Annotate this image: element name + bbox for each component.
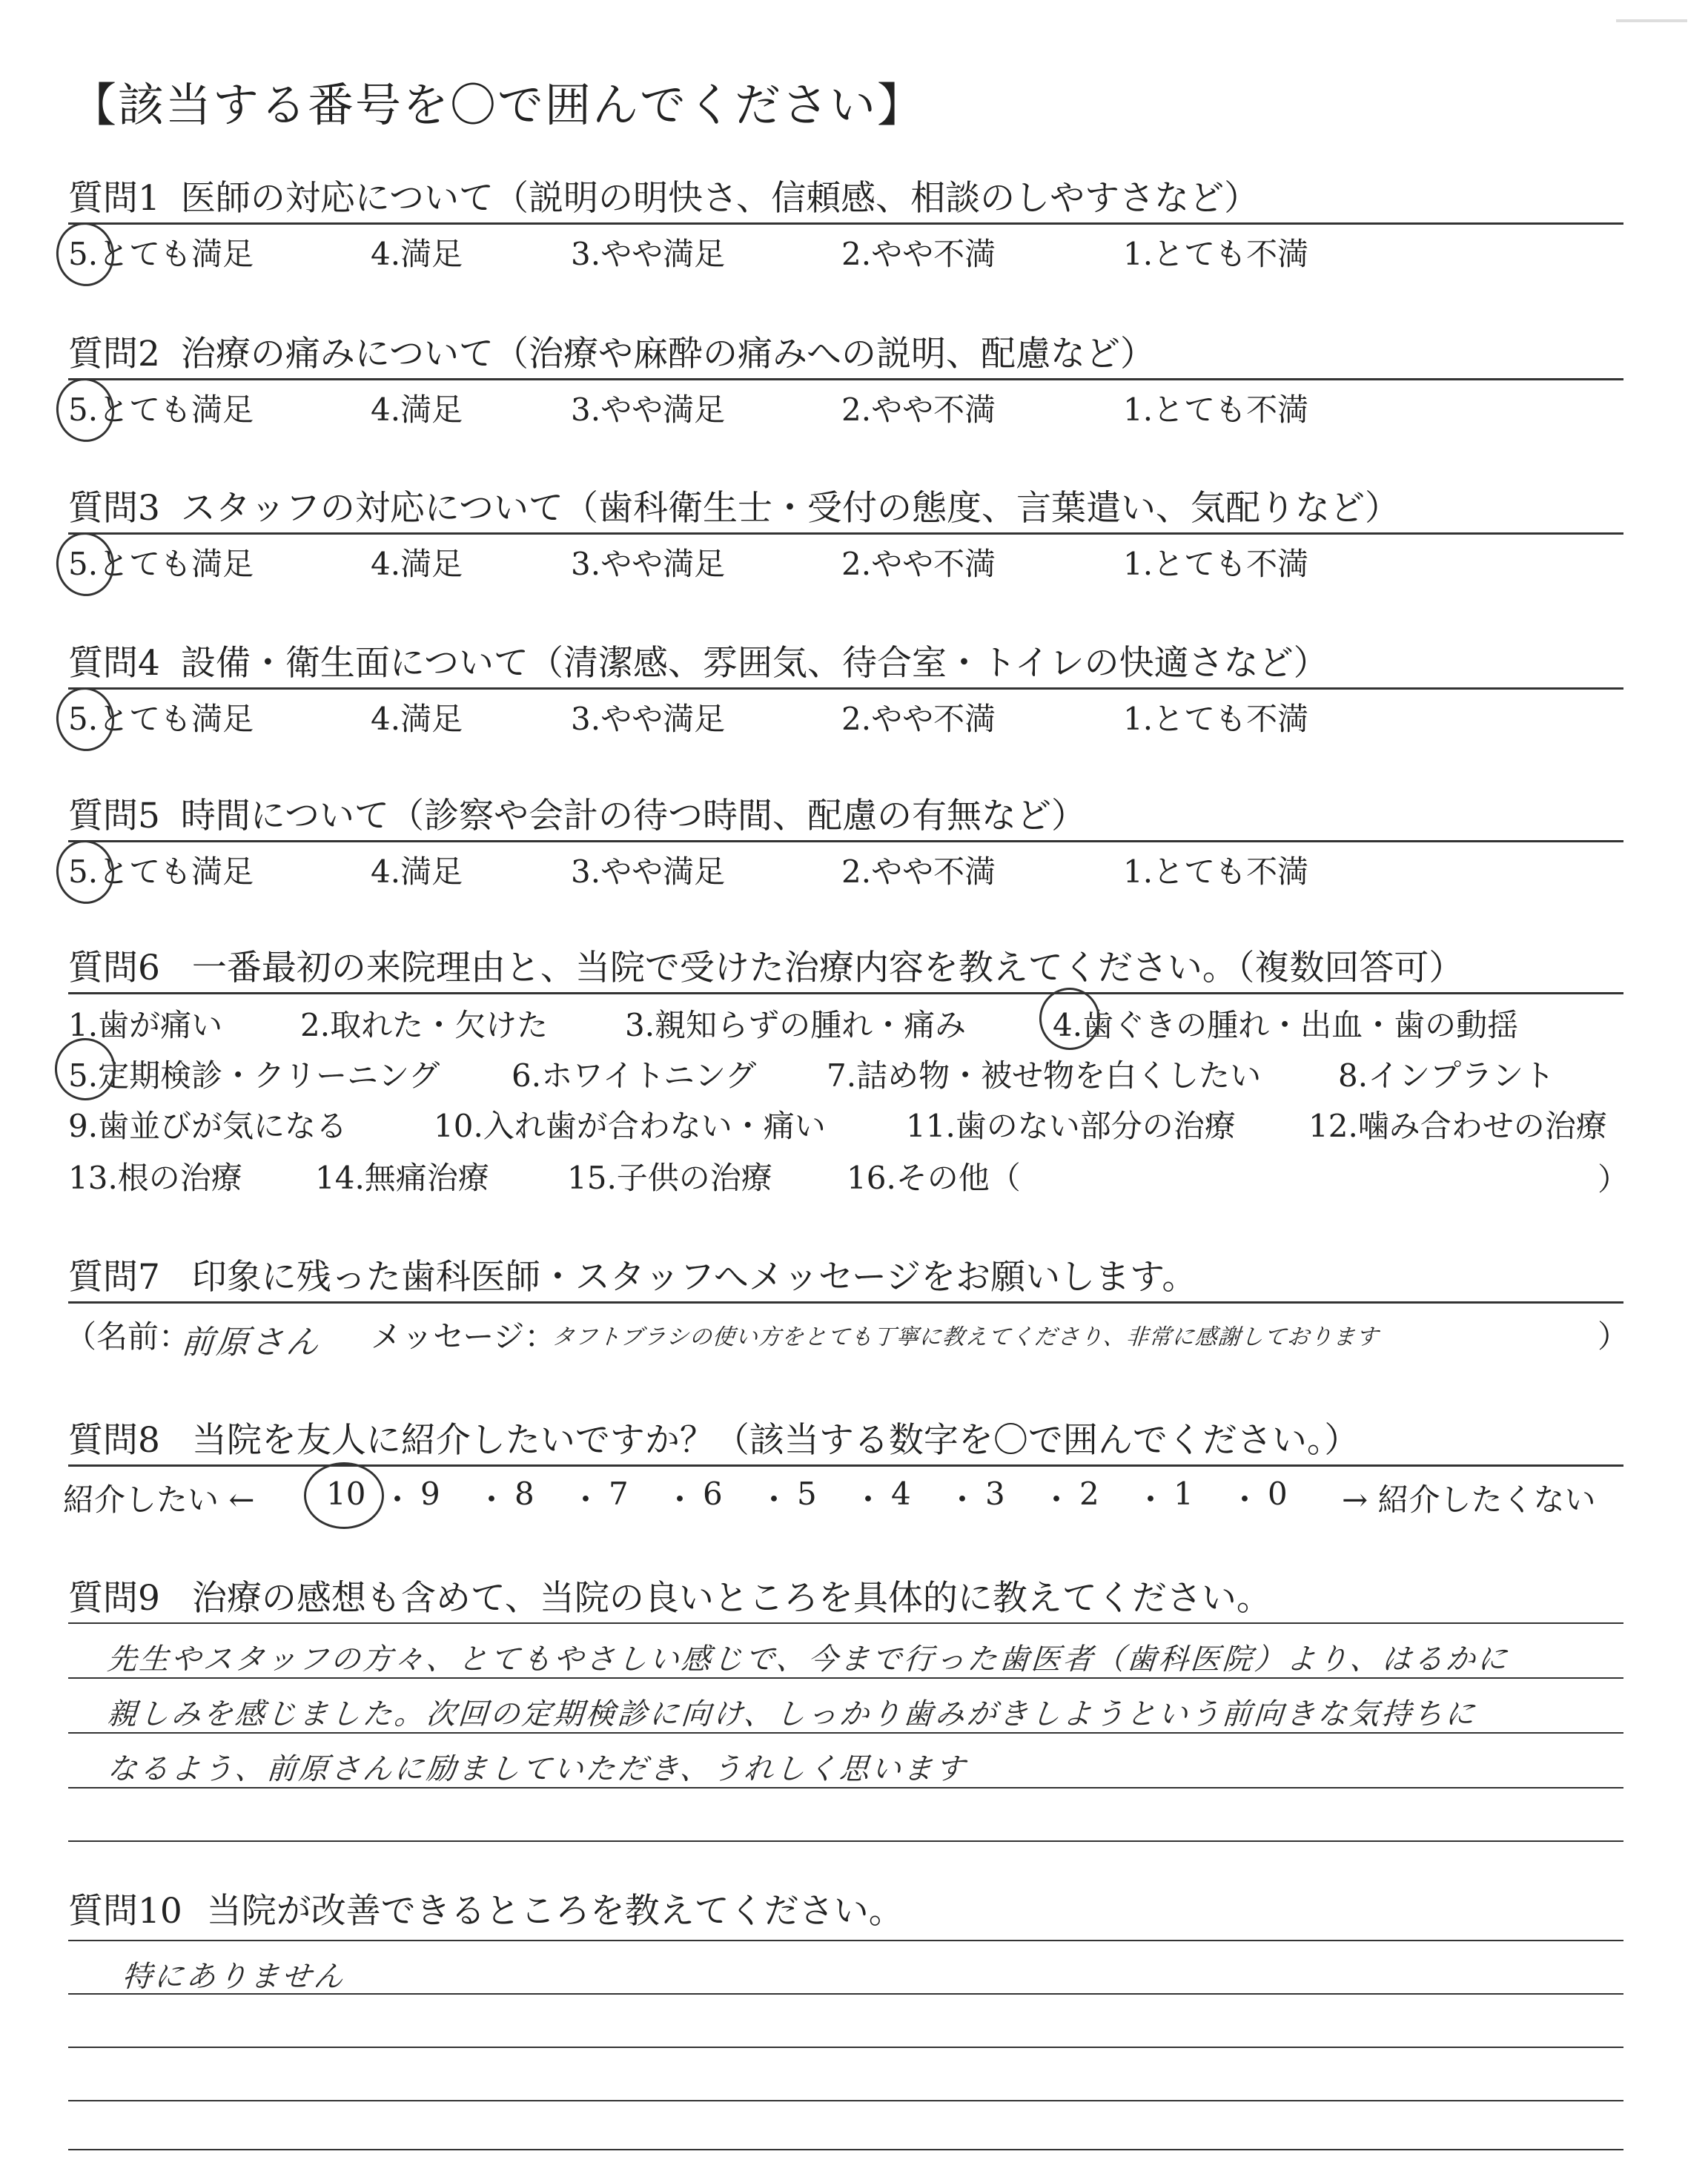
q3-option: 3.やや満足 — [571, 546, 726, 582]
q4-option: 5.とても満足 — [68, 701, 254, 737]
q4-rule — [68, 687, 1623, 690]
q8-scale-number: 0 — [1268, 1476, 1288, 1512]
q8-left-label: 紹介したい ← — [63, 1482, 255, 1518]
q5-option: 4.満足 — [371, 853, 463, 890]
q6-option: 3.親知らずの腫れ・痛み — [625, 1007, 967, 1043]
q3-label: 質問3 — [68, 488, 160, 529]
q8-scale-number: 4 — [891, 1476, 911, 1512]
q8-scale-number: 7 — [609, 1476, 629, 1512]
q10-answer-rule — [68, 2149, 1623, 2150]
q10-answer-line: 特にありません — [121, 1960, 347, 1994]
q8-separator: ・ — [947, 1482, 979, 1518]
q10-heading — [68, 1883, 904, 1933]
q9-answer-rule — [68, 1622, 1623, 1624]
q5-heading — [68, 788, 1086, 838]
q6-option: 13.根の治療 — [68, 1160, 242, 1196]
q10-answer-rule — [68, 2047, 1623, 2048]
q7-heading — [68, 1249, 1196, 1299]
q6-option: 7.詰め物・被せ物を白くしたい — [827, 1057, 1262, 1094]
q4-option: 4.満足 — [371, 701, 463, 737]
q6-heading — [68, 940, 1463, 990]
q6-option: 5.定期検診・クリーニング — [68, 1057, 440, 1094]
q10-label: 質問10 — [68, 1891, 182, 1932]
q9-answer-line: 親しみを感じました。次回の定期検診に向け、しっかり歯みがきしようという前向きな気持ちに — [106, 1697, 1478, 1731]
q6-option: 14.無痛治療 — [315, 1160, 489, 1196]
q5-rule — [68, 840, 1623, 842]
q2-text: 治療の痛みについて（治療や麻酔の痛みへの説明、配慮など） — [180, 334, 1156, 374]
q2-label: 質問2 — [68, 334, 160, 374]
q9-answer-line: なるよう、前原さんに励ましていただき、うれしく思います — [106, 1752, 968, 1786]
q8-heading — [68, 1413, 1359, 1462]
q6-option: 1.歯が痛い — [68, 1007, 223, 1043]
q6-option: 9.歯並びが気になる — [68, 1108, 348, 1144]
q6-option: 16.その他（ — [847, 1160, 1021, 1196]
q1-option: 3.やや満足 — [571, 236, 726, 272]
q1-heading — [68, 171, 1259, 220]
q8-right-label: → 紹介したくない — [1342, 1482, 1596, 1518]
q8-label: 質問8 — [68, 1420, 160, 1461]
q8-separator: ・ — [1135, 1482, 1167, 1518]
q8-rule — [68, 1464, 1623, 1467]
q4-label: 質問4 — [68, 643, 160, 684]
q10-answer-rule — [68, 2100, 1623, 2101]
q2-heading — [68, 326, 1155, 376]
q3-rule — [68, 532, 1623, 535]
q8-scale-number: 3 — [985, 1476, 1005, 1512]
q10-text: 当院が改善できるところを教えてください。 — [206, 1891, 904, 1932]
q8-separator: ・ — [382, 1482, 414, 1518]
q8-scale-number: 10 — [326, 1476, 366, 1512]
q8-scale-number: 2 — [1079, 1476, 1099, 1512]
q6-rule — [68, 992, 1623, 994]
q5-option: 5.とても満足 — [68, 853, 254, 890]
q1-option: 1.とても不満 — [1123, 236, 1309, 272]
q8-separator: ・ — [853, 1482, 884, 1518]
q5-option: 1.とても不満 — [1123, 853, 1309, 890]
q2-option: 5.とても満足 — [68, 392, 254, 428]
q8-scale-number: 5 — [797, 1476, 817, 1512]
q8-selected-circle — [304, 1462, 384, 1529]
q5-option: 3.やや満足 — [571, 853, 726, 890]
q7-label: 質問7 — [68, 1257, 160, 1298]
q6-option: 12.噛み合わせの治療 — [1308, 1108, 1607, 1144]
q10-answer-rule — [68, 1940, 1623, 1941]
q6-option: 2.取れた・欠けた — [300, 1007, 549, 1043]
q6-option: 4.歯ぐきの腫れ・出血・歯の動揺 — [1053, 1007, 1519, 1043]
q8-text: 当院を友人に紹介したいですか？（該当する数字を〇で囲んでください。） — [191, 1420, 1360, 1461]
q4-option: 3.やや満足 — [571, 701, 726, 737]
q2-option: 1.とても不満 — [1123, 392, 1309, 428]
q8-scale-number: 8 — [514, 1476, 534, 1512]
q1-option: 2.やや不満 — [841, 236, 996, 272]
q8-separator: ・ — [476, 1482, 508, 1518]
q9-answer-line: 先生やスタッフの方々、とてもやさしい感じで、今まで行った歯医者（歯科医院）より、はるかに — [106, 1642, 1511, 1677]
q8-scale-number: 1 — [1174, 1476, 1194, 1512]
q9-heading — [68, 1571, 1271, 1620]
q4-option: 1.とても不満 — [1123, 701, 1309, 737]
q3-text: スタッフの対応について（歯科衛生士・受付の態度、言葉遣い、気配りなど） — [180, 488, 1400, 529]
q8-separator: ・ — [664, 1482, 696, 1518]
q6-close-paren: ） — [1598, 1161, 1629, 1198]
page-title: 【該当する番号を〇で囲んでください】 — [70, 78, 925, 132]
q6-option: 15.子供の治療 — [567, 1160, 772, 1196]
q6-option: 11.歯のない部分の治療 — [906, 1108, 1236, 1144]
q1-text: 医師の対応について（説明の明快さ、信頼感、相談のしやすさなど） — [180, 178, 1260, 219]
q5-option: 2.やや不満 — [841, 853, 996, 890]
q1-label: 質問1 — [68, 178, 160, 219]
q6-text: 一番最初の来院理由と、当院で受けた治療内容を教えてください。（複数回答可） — [191, 948, 1464, 988]
q3-option: 2.やや不満 — [841, 546, 996, 582]
q4-option: 2.やや不満 — [841, 701, 996, 737]
q8-separator: ・ — [758, 1482, 790, 1518]
q9-label: 質問9 — [68, 1578, 160, 1619]
q8-scale-number: 6 — [703, 1476, 723, 1512]
q7-message-label: メッセージ： — [371, 1318, 556, 1355]
q7-message-value: タフトブラシの使い方をとても丁寧に教えてくださり、非常に感謝しております — [551, 1324, 1380, 1350]
scan-edge-mark — [1616, 19, 1687, 22]
q3-option: 1.とても不満 — [1123, 546, 1309, 582]
q4-text: 設備・衛生面について（清潔感、雰囲気、待合室・トイレの快適さなど） — [180, 643, 1328, 684]
q4-heading — [68, 635, 1328, 685]
q1-rule — [68, 222, 1623, 225]
q7-rule — [68, 1301, 1623, 1304]
q2-option: 4.満足 — [371, 392, 463, 428]
q1-option: 4.満足 — [371, 236, 463, 272]
q6-option: 6.ホワイトニング — [512, 1057, 757, 1094]
q3-option: 4.満足 — [371, 546, 463, 582]
q5-label: 質問5 — [68, 796, 160, 836]
q6-label: 質問6 — [68, 948, 160, 988]
q2-option: 2.やや不満 — [841, 392, 996, 428]
q8-scale-number: 9 — [420, 1476, 440, 1512]
q8-separator: ・ — [1041, 1482, 1073, 1518]
q2-rule — [68, 378, 1623, 380]
q1-option: 5.とても満足 — [68, 236, 254, 272]
q5-text: 時間について（診察や会計の待つ時間、配慮の有無など） — [180, 796, 1086, 836]
q8-separator: ・ — [570, 1482, 602, 1518]
q6-option: 10.入れ歯が合わない・痛い — [434, 1108, 826, 1144]
q9-answer-rule — [68, 1840, 1623, 1842]
q7-close-paren: ） — [1598, 1318, 1629, 1355]
q7-name-label: （名前： — [65, 1318, 191, 1355]
q8-separator: ・ — [1229, 1482, 1261, 1518]
q2-option: 3.やや満足 — [571, 392, 726, 428]
q9-text: 治療の感想も含めて、当院の良いところを具体的に教えてください。 — [191, 1578, 1271, 1619]
q3-option: 5.とても満足 — [68, 546, 254, 582]
q7-name-value: 前原さん — [179, 1324, 322, 1361]
q6-option: 8.インプラント — [1338, 1057, 1555, 1094]
q3-heading — [68, 480, 1400, 530]
q7-text: 印象に残った歯科医師・スタッフへメッセージをお願いします。 — [191, 1257, 1197, 1298]
